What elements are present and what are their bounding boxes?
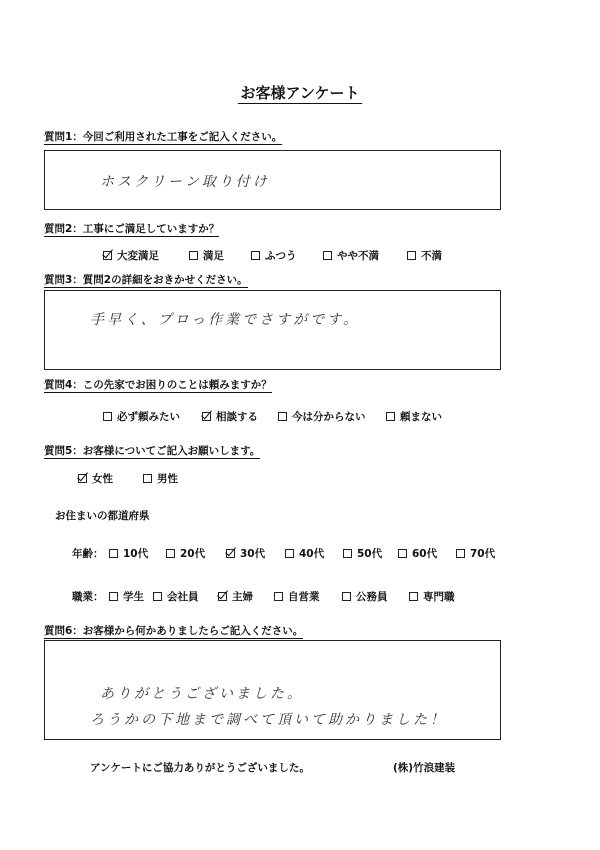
q2-option-satisfied[interactable]: 満足	[189, 248, 224, 263]
checkbox-icon[interactable]	[218, 592, 227, 601]
question-1-label: 質問1：今回ご利用された工事をご記入ください。	[44, 131, 283, 143]
q2-option-slightly-dissatisfied[interactable]: やや不満	[323, 248, 379, 263]
age-option-70s[interactable]: 70代	[456, 546, 495, 561]
job-label: 職業：	[72, 591, 104, 603]
checkbox-icon[interactable]	[251, 251, 260, 260]
question-3-label: 質問3：質問2の詳細をおきかせください。	[44, 274, 248, 286]
q5-option-male[interactable]: 男性	[143, 471, 178, 486]
checkbox-icon[interactable]	[153, 592, 162, 601]
checkbox-icon[interactable]	[274, 592, 283, 601]
job-option-specialist[interactable]: 専門職	[409, 589, 455, 604]
checkbox-icon[interactable]	[143, 474, 152, 483]
question-5-label: 質問5：お客様についてご記入お願いします。	[44, 445, 261, 457]
checkbox-icon[interactable]	[285, 549, 294, 558]
age-option-30s[interactable]: 30代	[226, 546, 265, 561]
checkbox-icon[interactable]	[202, 412, 211, 421]
q5-option-female[interactable]: 女性	[78, 471, 113, 486]
checkbox-icon[interactable]	[103, 412, 112, 421]
q4-option-definitely[interactable]: 必ず頼みたい	[103, 409, 180, 424]
prefecture-label: お住まいの都道府県	[55, 510, 150, 522]
job-option-student[interactable]: 学生	[109, 589, 144, 604]
q4-option-consult[interactable]: 相談する	[202, 409, 258, 424]
age-option-50s[interactable]: 50代	[343, 546, 382, 561]
job-option-self-employed[interactable]: 自営業	[274, 589, 320, 604]
job-option-civil-servant[interactable]: 公務員	[342, 589, 388, 604]
footer-company: (株)竹浪建装	[393, 762, 456, 774]
checkbox-icon[interactable]	[103, 251, 112, 260]
q2-option-normal[interactable]: ふつう	[251, 248, 297, 263]
question-4-label: 質問4：この先家でお困りのことは頼みますか？	[44, 379, 272, 391]
question-6-answer-line-2: ろうかの下地まで調べて頂いて助かりました！	[90, 712, 447, 728]
age-option-40s[interactable]: 40代	[285, 546, 324, 561]
question-6-answer-box[interactable]	[44, 640, 501, 740]
checkbox-icon[interactable]	[386, 412, 395, 421]
checkbox-icon[interactable]	[343, 549, 352, 558]
job-option-housewife[interactable]: 主婦	[218, 589, 253, 604]
age-option-60s[interactable]: 60代	[398, 546, 437, 561]
question-3-answer-box[interactable]	[44, 290, 501, 370]
age-option-10s[interactable]: 10代	[109, 546, 148, 561]
job-option-employee[interactable]: 会社員	[153, 589, 199, 604]
checkbox-icon[interactable]	[109, 549, 118, 558]
checkbox-icon[interactable]	[323, 251, 332, 260]
checkbox-icon[interactable]	[189, 251, 198, 260]
age-label: 年齢：	[72, 548, 104, 560]
checkbox-icon[interactable]	[226, 549, 235, 558]
question-6-answer-line-1: ありがとうございました。	[100, 686, 304, 702]
age-option-20s[interactable]: 20代	[166, 546, 205, 561]
checkbox-icon[interactable]	[166, 549, 175, 558]
question-3-answer: 手早く、プロっ作業でさすがです。	[90, 312, 361, 328]
checkbox-icon[interactable]	[398, 549, 407, 558]
checkbox-icon[interactable]	[407, 251, 416, 260]
question-1-answer: ホスクリーン取り付け	[100, 174, 270, 190]
checkbox-icon[interactable]	[78, 474, 87, 483]
q4-option-unsure[interactable]: 今は分からない	[278, 409, 366, 424]
checkbox-icon[interactable]	[342, 592, 351, 601]
checkbox-icon[interactable]	[456, 549, 465, 558]
q2-option-dissatisfied[interactable]: 不満	[407, 248, 442, 263]
checkbox-icon[interactable]	[109, 592, 118, 601]
survey-title: お客様アンケート	[240, 84, 360, 102]
question-1-answer-box[interactable]	[44, 150, 501, 210]
checkbox-icon[interactable]	[278, 412, 287, 421]
checkbox-icon[interactable]	[409, 592, 418, 601]
q2-option-very-satisfied[interactable]: 大変満足	[103, 248, 159, 263]
question-2-label: 質問2：工事にご満足していますか？	[44, 223, 220, 235]
footer-thanks: アンケートにご協力ありがとうございました。	[90, 762, 310, 774]
question-6-label: 質問6：お客様から何かありましたらご記入ください。	[44, 625, 304, 637]
q4-option-no[interactable]: 頼まない	[386, 409, 442, 424]
